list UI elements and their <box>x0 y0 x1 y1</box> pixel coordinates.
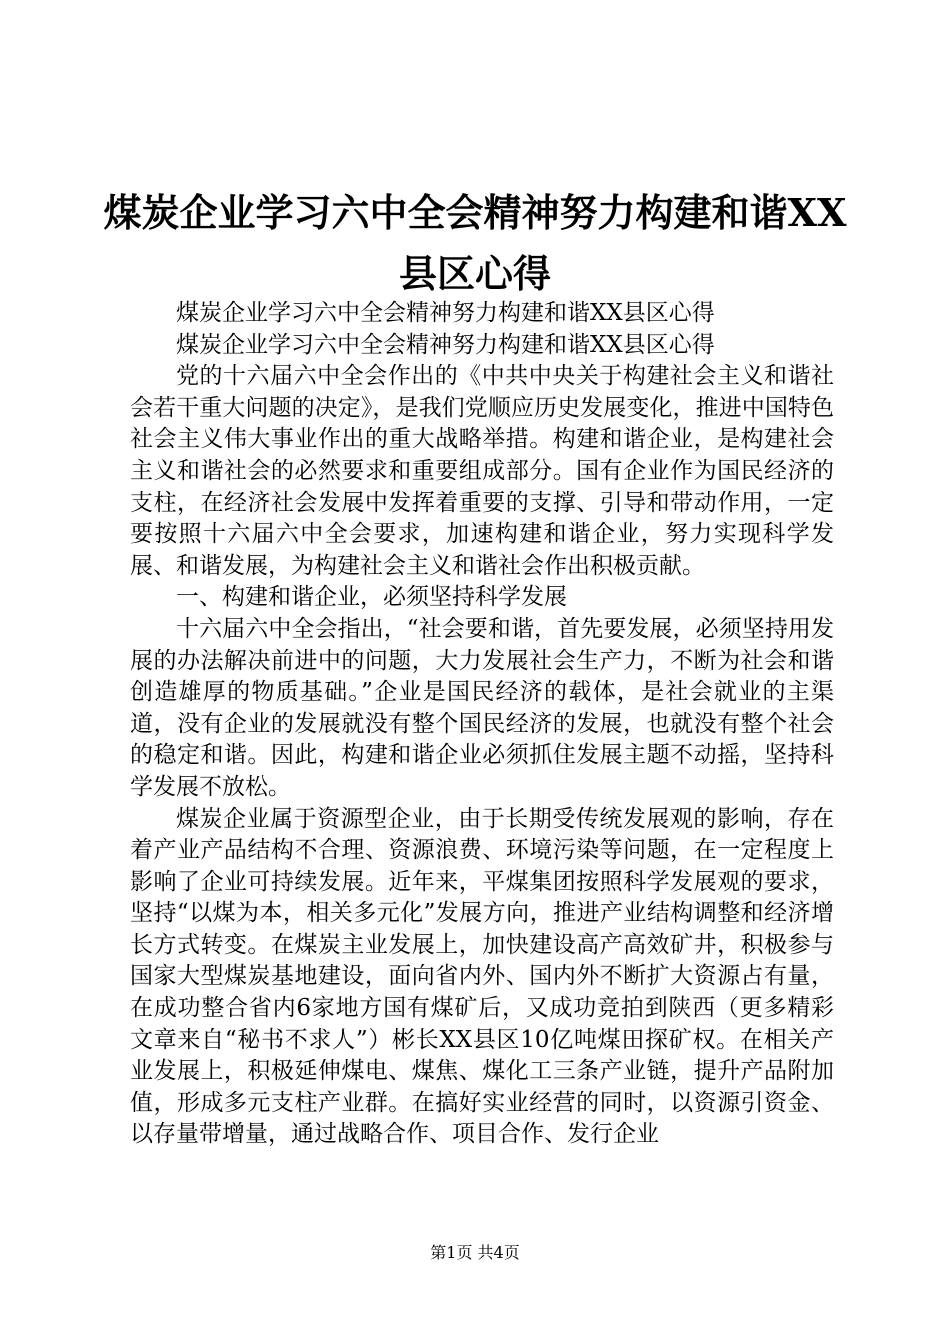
document-body <box>130 298 834 1151</box>
page-number-footer: 第1页 共4页 <box>430 1243 520 1262</box>
document-title-line-2: 县区心得 <box>398 251 551 296</box>
document-title-line-1: 煤炭企业学习六中全会精神努力构建和谐XX <box>103 190 847 235</box>
section-heading: 一、构建和谐企业，必须坚持科学发展 <box>176 584 567 611</box>
body-paragraph: 煤炭企业学习六中全会精神努力构建和谐XX县区心得 <box>176 300 715 326</box>
body-paragraph: 党的十六届六中全会作出的《中共中央关于构建社会主义和谐社会若干重大问题的决定》，是我们党顺应历史发展变化，推进中国特色社会主义伟大事业作出的重大战略举措。构建和谐企业，是构建社会主义和谐社会的必然要求和重要组成部分。国有企业作为国民经济的支柱，在经济社会发展中发挥着重要的支撑、引导和带动作用，一定要按照十六届六中全会要求，加速构建和谐企业，努力实现科学发展、和谐发展，为构建社会主义和谐社会作出积极贡献。 <box>130 363 834 579</box>
body-paragraph: 煤炭企业属于资源型企业，由于长期受传统发展观的影响，存在着产业产品结构不合理、资源浪费、环境污染等问题，在一定程度上影响了企业可持续发展。近年来，平煤集团按照科学发展观的要求，坚持“以煤为本，相关多元化”发展方向，推进产业结构调整和经济增长方式转变。在煤炭主业发展上，加快建设高产高效矿井，积极参与国家大型煤炭基地建设，面向省内外、国内外不断扩大资源占有量，在成功整合省内6家地方国有煤矿后，又成功竞拍到陕西（更多精彩文章来自“秘书不求人”）彬长XX县区10亿吨煤田探矿权。在相关产业发展上，积极延伸煤电、煤焦、煤化工三条产业链，提升产品附加值，形成多元支柱产业群。在搞好实业经营的同时，以资源引资金、以存量带增量，通过战略合作、项目合作、发行企业 <box>130 805 834 1148</box>
body-paragraph: 煤炭企业学习六中全会精神努力构建和谐XX县区心得 <box>176 331 715 358</box>
body-paragraph: 十六届六中全会指出，“社会要和谐，首先要发展，必须坚持用发展的办法解决前进中的问题，大力发展社会生产力，不断为社会和谐创造雄厚的物质基础。”企业是国民经济的载体，是社会就业的主渠道，没有企业的发展就没有整个国民经济的发展，也就没有整个社会的稳定和谐。因此，构建和谐企业必须抓住发展主题不动摇，坚持科学发展不放松。 <box>130 615 834 800</box>
